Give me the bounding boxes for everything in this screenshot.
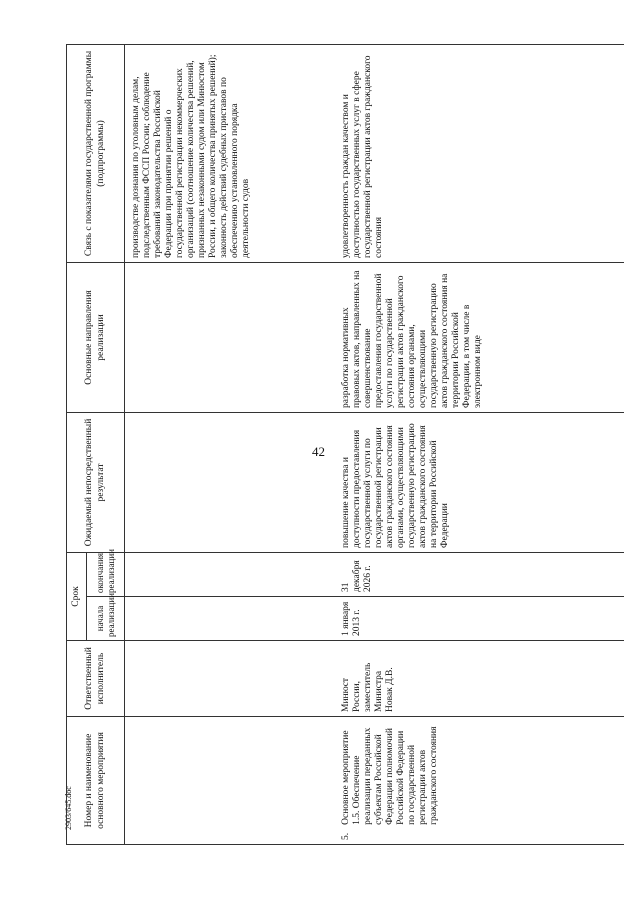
- measure-end: 31 декабря 2026 г.: [327, 552, 624, 596]
- header-start: начала реализации: [87, 597, 125, 641]
- measure-name: Основное мероприятие 1.5. Обеспечение реализации переданных субъектам Российской Федерации полномочий Российской Федерации по государственной регистрации актов гражданского состояния: [341, 726, 440, 825]
- header-indicators-link: Связь с показателями государственной программы (подпрограммы): [67, 44, 125, 262]
- header-end: окончания реализации: [87, 552, 125, 596]
- measure-start: 1 января 2013 г.: [327, 597, 624, 641]
- header-number-name: Номер и наименование основного мероприятия: [67, 717, 125, 845]
- rotated-page: [66, 45, 624, 845]
- document-footer-id: 2903/645.doc: [64, 786, 73, 830]
- header-term: Срок: [67, 552, 87, 640]
- measure-directions: разработка нормативных правовых актов, направленных на совершенствование предоставления государственной услуги по государственной регистрации актов гражданского состояния органами, осуществляющими государственную регистрацию актов гражданского состояния на территории Российской Федерации, в том числе в электронном виде: [327, 262, 624, 412]
- header-result: Ожидаемый непосредственный результат: [67, 412, 125, 552]
- header-executor: Ответственный исполнитель: [67, 641, 125, 717]
- measure-number-name: [327, 717, 624, 845]
- measure-executor: Минюст России, заместитель Министра Новак Д.В.: [327, 641, 624, 717]
- page-number: 42: [312, 444, 325, 459]
- continued-indicators-link: производстве дознания по уголовным делам, подследственным ФССП России; соблюдение требований законодательства Российской Федерации при принятии решений о государственной регистрации некоммерческих организаций (соотношение количества решений, признанных незаконными судом или Минюстом России, и общего количества принятых решений); законность действий судебных приставов по обеспечению установленного порядка деятельности судов: [129, 44, 327, 262]
- measures-table: [66, 44, 624, 845]
- measure-indicators-link: удовлетворенность граждан качеством и доступностью государственных услуг в сфере государственной регистрации актов гражданского состояния: [327, 44, 624, 262]
- header-directions: Основные направления реализации: [67, 262, 125, 412]
- measure-number: 5.: [341, 832, 351, 840]
- measure-result: повышение качества и доступности предоставления государственной услуги по государственной регистрации актов гражданского состояния органами, осуществляющими государственную регистрацию актов гражданского состояния на территории Российской Федерации: [327, 412, 624, 552]
